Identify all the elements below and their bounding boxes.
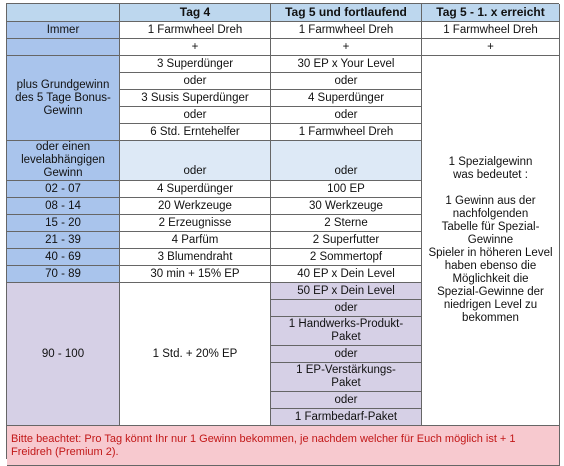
row-label-immer: Immer <box>7 22 120 39</box>
level-tag4: 20 Werkzeuge <box>120 198 271 215</box>
level-tag4: 30 min + 15% EP <box>120 266 271 283</box>
cell-grund-tag5: 30 EP x Your Level <box>271 56 422 73</box>
row-label-grundgewinn: plus Grundgewinn des 5 Tage Bonus- Gewinn <box>7 56 120 141</box>
level-tag5: 2 Sommertopf <box>271 249 422 266</box>
cell-grund-tag4: 6 Std. Erntehelfer <box>120 124 271 141</box>
level-top-tag4: 1 Std. + 20% EP <box>120 283 271 426</box>
level-range: 40 - 69 <box>7 249 120 266</box>
cell-plus-erreicht: + <box>422 39 560 56</box>
cell-grund-tag5: oder <box>271 107 422 124</box>
level-top-tag5: oder <box>271 346 422 363</box>
special-prize-description: 1 Spezialgewinn was bedeutet : 1 Gewinn aus der nachfolgenden Tabelle für Spezial- Gewinne Spieler in höheren Level haben ebenso die Möglichkeit die Spezial-Gewinne der niedrigen Level zu bekommen <box>422 56 560 426</box>
level-top-tag5: 50 EP x Dein Level <box>271 283 422 300</box>
level-tag4: 4 Superdünger <box>120 181 271 198</box>
cell-plus-tag5: + <box>271 39 422 56</box>
cell-grund-tag4: oder <box>120 73 271 90</box>
level-top-tag5: oder <box>271 300 422 317</box>
level-top-tag5: 1 Farmbedarf-Paket <box>271 409 422 426</box>
bonus-table <box>6 3 559 459</box>
level-top-tag5: 1 EP-Verstärkungs- Paket <box>271 363 422 392</box>
cell-level-oder-tag5: oder <box>271 141 422 181</box>
cell-immer-tag5: 1 Farmwheel Dreh <box>271 22 422 39</box>
header-tag4: Tag 4 <box>120 4 271 22</box>
level-tag5: 40 EP x Dein Level <box>271 266 422 283</box>
level-range: 21 - 39 <box>7 232 120 249</box>
level-top-tag5: oder <box>271 392 422 409</box>
header-blank <box>7 4 120 22</box>
cell-grund-tag4: 3 Superdünger <box>120 56 271 73</box>
level-tag4: 2 Erzeugnisse <box>120 215 271 232</box>
cell-immer-tag4: 1 Farmwheel Dreh <box>120 22 271 39</box>
cell-grund-tag5: 4 Superdünger <box>271 90 422 107</box>
header-tag5: Tag 5 und fortlaufend <box>271 4 422 22</box>
cell-level-oder-tag4: oder <box>120 141 271 181</box>
level-top-tag5: 1 Handwerks-Produkt- Paket <box>271 317 422 346</box>
level-range: 02 - 07 <box>7 181 120 198</box>
cell-plus-tag4: + <box>120 39 271 56</box>
cell-grund-tag4: oder <box>120 107 271 124</box>
row-label-level: oder einen levelabhängigen Gewinn <box>7 141 120 181</box>
level-range: 15 - 20 <box>7 215 120 232</box>
header-tag5-erreicht: Tag 5 - 1. x erreicht <box>422 4 560 22</box>
level-range-top: 90 - 100 <box>7 283 120 426</box>
level-tag4: 4 Parfüm <box>120 232 271 249</box>
cell-immer-erreicht: 1 Farmwheel Dreh <box>422 22 560 39</box>
level-tag5: 100 EP <box>271 181 422 198</box>
level-tag4: 3 Blumendraht <box>120 249 271 266</box>
level-tag5: 2 Sterne <box>271 215 422 232</box>
level-range: 70 - 89 <box>7 266 120 283</box>
footer-note: Bitte beachtet: Pro Tag könnt Ihr nur 1 Gewinn bekommen, je nachdem welcher für Euch möglich ist + 1 Freidreh (Premium 2). <box>7 426 560 466</box>
cell-grund-tag5: 1 Farmwheel Dreh <box>271 124 422 141</box>
level-range: 08 - 14 <box>7 198 120 215</box>
row-label-plus-blank <box>7 39 120 56</box>
cell-grund-tag5: oder <box>271 73 422 90</box>
level-tag5: 30 Werkzeuge <box>271 198 422 215</box>
level-tag5: 2 Superfutter <box>271 232 422 249</box>
cell-grund-tag4: 3 Susis Superdünger <box>120 90 271 107</box>
